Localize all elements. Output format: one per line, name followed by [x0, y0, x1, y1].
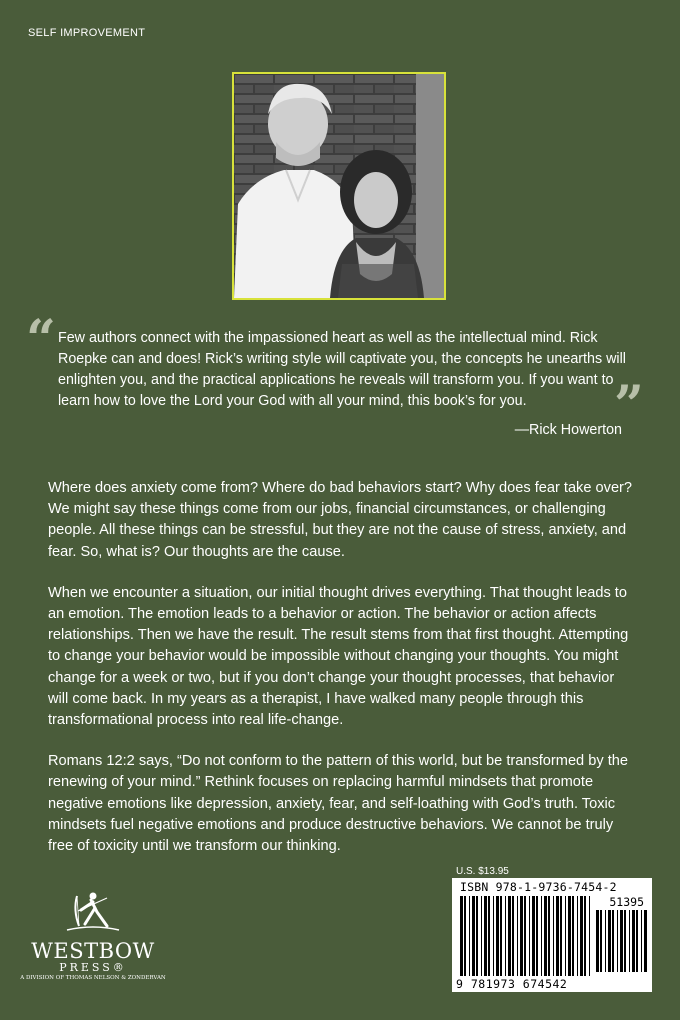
archer-icon — [63, 886, 123, 932]
isbn-barcode — [452, 878, 652, 992]
open-quote-mark: “ — [26, 309, 56, 370]
close-quote-mark: ” — [614, 375, 644, 436]
publisher-press: PRESS® — [59, 961, 127, 974]
book-description — [48, 478, 638, 877]
endorsement-quote: Few authors connect with the impassioned heart as well as the intellectual mind. Rick Roepke can and does! Rick’s writing style will captivate you, the concepts he unearths will enlighten you, and the practical applications he reveals will transform you. If you want to learn how to love the Lord your God with all your mind, this book’s for you. — [58, 330, 626, 409]
description-paragraph: Where does anxiety come from? Where do bad behaviors start? Why does fear take over? We might say these things come from our jobs, financial circumstances, or challenging people. All these things can be stressful, but they are not the cause of stress, anxiety, and fear. So, what is? Our thoughts are the cause. — [48, 480, 633, 560]
publisher-division: A DIVISION OF THOMAS NELSON & ZONDERVAN — [20, 975, 166, 981]
barcode-price-code: 51395 — [609, 895, 644, 909]
publisher-logo — [18, 886, 168, 982]
endorsement-attribution: —Rick Howerton — [514, 422, 622, 438]
author-photo — [232, 72, 446, 300]
isbn-text: ISBN 978-1-9736-7454-2 — [460, 880, 617, 894]
category-label: SELF IMPROVEMENT — [28, 27, 146, 39]
publisher-name: WESTBOW — [31, 939, 155, 963]
description-paragraph: When we encounter a situation, our initial thought drives everything. That thought leads to an emotion. The emotion leads to a behavior or action. The behavior or action affects relationships. Then we have the result. The result stems from that first thought. Attempting to change your behavior would be impossible without changing your thoughts. You might change for a week or two, but if you don’t change your thought processes, that behavior will come back. In my years as a therapist, I have walked many people through this transformational process into real life-change. — [48, 584, 629, 729]
barcode-bars — [452, 878, 652, 992]
barcode-digits: 9 781973 674542 — [456, 977, 568, 991]
price-label: U.S. $13.95 — [456, 866, 509, 877]
description-paragraph: Romans 12:2 says, “Do not conform to the pattern of this world, but be transformed by the renewing of your mind.” Rethink focuses on replacing harmful mindsets that promote negative emotions like depression, anxiety, fear, and self-loathing with God’s truth. Toxic mindsets fuel negative emotions and produce destructive behaviors. We cannot be truly free of toxicity until we transform our thinking. — [48, 753, 628, 855]
